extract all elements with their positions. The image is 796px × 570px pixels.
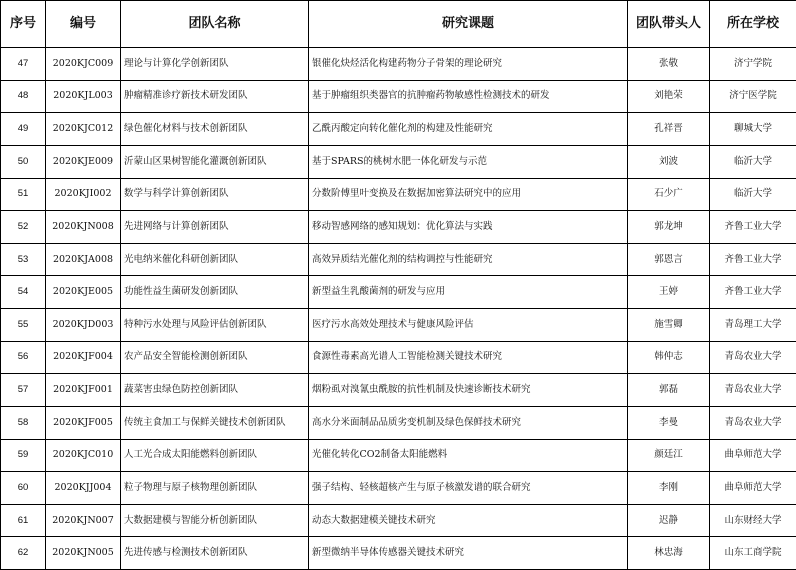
cell-seq: 55	[1, 309, 46, 342]
table-row	[1, 537, 796, 570]
cell-team-leader: 郭恩言	[628, 243, 710, 276]
cell-team-leader: 李曼	[628, 406, 710, 439]
cell-code: 2020KJJ004	[46, 472, 121, 505]
cell-seq: 59	[1, 439, 46, 472]
cell-research-topic: 高效异质结光催化剂的结构调控与性能研究	[309, 243, 628, 276]
table-row	[1, 48, 796, 81]
cell-seq: 58	[1, 406, 46, 439]
cell-team-name: 粒子物理与原子核物理创新团队	[121, 472, 309, 505]
cell-research-topic: 乙酰丙酸定向转化催化剂的构建及性能研究	[309, 113, 628, 146]
cell-research-topic: 基于肿瘤组织类器官的抗肿瘤药物敏感性检测技术的研发	[309, 80, 628, 113]
header-row	[1, 1, 796, 48]
cell-code: 2020KJA008	[46, 243, 121, 276]
cell-research-topic: 基于SPARS的桃树水肥一体化研发与示范	[309, 145, 628, 178]
cell-code: 2020KJN007	[46, 504, 121, 537]
cell-code: 2020KJE005	[46, 276, 121, 309]
cell-team-name: 数学与科学计算创新团队	[121, 178, 309, 211]
cell-research-topic: 食源性毒素高光谱人工智能检测关键技术研究	[309, 341, 628, 374]
cell-research-topic: 强子结构、轻核超核产生与原子核激发谱的联合研究	[309, 472, 628, 505]
cell-research-topic: 分数阶傅里叶变换及在数据加密算法研究中的应用	[309, 178, 628, 211]
cell-seq: 51	[1, 178, 46, 211]
cell-team-leader: 刘艳荣	[628, 80, 710, 113]
cell-code: 2020KJI002	[46, 178, 121, 211]
header-seq: 序号	[1, 1, 46, 48]
cell-team-leader: 郭磊	[628, 374, 710, 407]
table-row	[1, 113, 796, 146]
cell-seq: 56	[1, 341, 46, 374]
cell-team-name: 先进传感与检测技术创新团队	[121, 537, 309, 570]
cell-seq: 60	[1, 472, 46, 505]
cell-team-name: 人工光合成太阳能燃料创新团队	[121, 439, 309, 472]
cell-research-topic: 新型益生乳酸菌剂的研发与应用	[309, 276, 628, 309]
cell-school: 青岛农业大学	[710, 374, 796, 407]
table-row	[1, 145, 796, 178]
cell-research-topic: 医疗污水高效处理技术与健康风险评估	[309, 309, 628, 342]
cell-seq: 47	[1, 48, 46, 81]
cell-research-topic: 烟粉虱对溴氰虫酰胺的抗性机制及快速诊断技术研究	[309, 374, 628, 407]
header-team-name: 团队名称	[121, 1, 309, 48]
table-row	[1, 211, 796, 244]
cell-team-leader: 李刚	[628, 472, 710, 505]
cell-research-topic: 银催化炔烃活化构建药物分子骨架的理论研究	[309, 48, 628, 81]
cell-team-leader: 颜廷江	[628, 439, 710, 472]
cell-team-name: 传统主食加工与保鲜关键技术创新团队	[121, 406, 309, 439]
cell-team-name: 光电纳米催化科研创新团队	[121, 243, 309, 276]
table-row	[1, 80, 796, 113]
table-row	[1, 472, 796, 505]
cell-research-topic: 移动智感网络的感知规划：优化算法与实践	[309, 211, 628, 244]
cell-code: 2020KJC010	[46, 439, 121, 472]
header-team-leader: 团队带头人	[628, 1, 710, 48]
table-row	[1, 276, 796, 309]
cell-team-leader: 张敬	[628, 48, 710, 81]
cell-school: 聊城大学	[710, 113, 796, 146]
cell-code: 2020KJC012	[46, 113, 121, 146]
table-row	[1, 374, 796, 407]
cell-code: 2020KJE009	[46, 145, 121, 178]
cell-team-name: 功能性益生菌研发创新团队	[121, 276, 309, 309]
cell-school: 山东工商学院	[710, 537, 796, 570]
cell-team-name: 肿瘤精准诊疗新技术研发团队	[121, 80, 309, 113]
header-code: 编号	[46, 1, 121, 48]
cell-research-topic: 动态大数据建模关键技术研究	[309, 504, 628, 537]
cell-research-topic: 高水分米面制品品质劣变机制及绿色保鲜技术研究	[309, 406, 628, 439]
cell-seq: 50	[1, 145, 46, 178]
table-row	[1, 504, 796, 537]
cell-code: 2020KJN005	[46, 537, 121, 570]
cell-seq: 61	[1, 504, 46, 537]
cell-code: 2020KJN008	[46, 211, 121, 244]
cell-school: 山东财经大学	[710, 504, 796, 537]
cell-seq: 52	[1, 211, 46, 244]
cell-school: 临沂大学	[710, 178, 796, 211]
cell-team-leader: 林忠海	[628, 537, 710, 570]
cell-team-leader: 迟静	[628, 504, 710, 537]
cell-seq: 49	[1, 113, 46, 146]
cell-team-name: 特种污水处理与风险评估创新团队	[121, 309, 309, 342]
cell-seq: 48	[1, 80, 46, 113]
cell-school: 齐鲁工业大学	[710, 211, 796, 244]
cell-code: 2020KJF004	[46, 341, 121, 374]
table-row	[1, 178, 796, 211]
cell-school: 齐鲁工业大学	[710, 276, 796, 309]
cell-team-leader: 孔祥晋	[628, 113, 710, 146]
cell-team-leader: 石少广	[628, 178, 710, 211]
cell-code: 2020KJL003	[46, 80, 121, 113]
cell-code: 2020KJF001	[46, 374, 121, 407]
cell-team-leader: 施雪卿	[628, 309, 710, 342]
cell-team-name: 绿色催化材料与技术创新团队	[121, 113, 309, 146]
header-school: 所在学校	[710, 1, 796, 48]
cell-team-name: 先进网络与计算创新团队	[121, 211, 309, 244]
cell-school: 青岛农业大学	[710, 406, 796, 439]
cell-school: 临沂大学	[710, 145, 796, 178]
cell-seq: 54	[1, 276, 46, 309]
cell-school: 曲阜师范大学	[710, 439, 796, 472]
cell-school: 齐鲁工业大学	[710, 243, 796, 276]
cell-team-name: 大数据建模与智能分析创新团队	[121, 504, 309, 537]
cell-team-name: 农产品安全智能检测创新团队	[121, 341, 309, 374]
cell-team-leader: 韩仲志	[628, 341, 710, 374]
table-row	[1, 243, 796, 276]
cell-research-topic: 光催化转化CO2制备太阳能燃料	[309, 439, 628, 472]
cell-code: 2020KJD003	[46, 309, 121, 342]
table-row	[1, 439, 796, 472]
header-research-topic: 研究课题	[309, 1, 628, 48]
cell-team-name: 蔬菜害虫绿色防控创新团队	[121, 374, 309, 407]
cell-seq: 62	[1, 537, 46, 570]
cell-code: 2020KJF005	[46, 406, 121, 439]
table-row	[1, 309, 796, 342]
cell-school: 济宁医学院	[710, 80, 796, 113]
cell-school: 青岛理工大学	[710, 309, 796, 342]
cell-team-leader: 刘波	[628, 145, 710, 178]
cell-team-name: 沂蒙山区果树智能化灌溉创新团队	[121, 145, 309, 178]
table-row	[1, 341, 796, 374]
cell-seq: 53	[1, 243, 46, 276]
cell-team-leader: 王婷	[628, 276, 710, 309]
cell-school: 曲阜师范大学	[710, 472, 796, 505]
cell-team-leader: 郭龙坤	[628, 211, 710, 244]
cell-school: 青岛农业大学	[710, 341, 796, 374]
cell-school: 济宁学院	[710, 48, 796, 81]
cell-code: 2020KJC009	[46, 48, 121, 81]
cell-team-name: 理论与计算化学创新团队	[121, 48, 309, 81]
cell-research-topic: 新型微纳半导体传感器关键技术研究	[309, 537, 628, 570]
cell-seq: 57	[1, 374, 46, 407]
table-body	[1, 48, 796, 570]
table-row	[1, 406, 796, 439]
